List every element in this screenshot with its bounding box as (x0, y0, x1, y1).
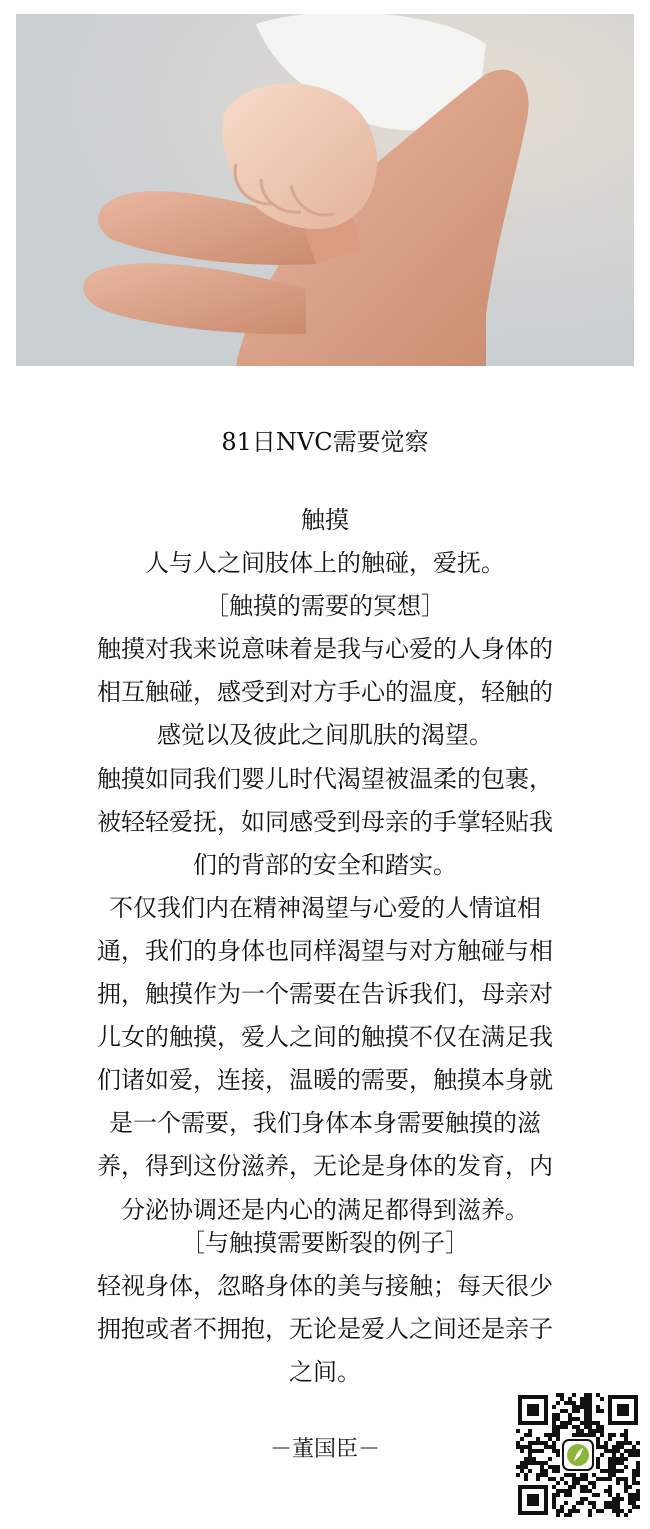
body-text-line: 被轻轻爱抚，如同感受到母亲的手掌轻贴我 (97, 807, 553, 836)
body-text-line: 分泌协调还是内心的满足都得到滋养。 (121, 1195, 529, 1224)
need-name: 触摸 (301, 506, 349, 534)
need-description-section (60, 499, 590, 1232)
body-text-line: 轻视身体，忽略身体的美与接触；每天很少 (97, 1272, 553, 1301)
body-text-line: 们诸如爱，连接，温暖的需要，触摸本身就 (97, 1066, 553, 1095)
body-text-line: 养，得到这份滋养，无论是身体的发育，内 (97, 1152, 553, 1181)
body-text-line: 不仅我们内在精神渴望与心爱的人情谊相 (109, 893, 541, 922)
body-text-line: 通，我们的身体也同样渴望与对方触碰与相 (97, 936, 553, 965)
body-text-line: 拥，触摸作为一个需要在告诉我们，母亲对 (97, 980, 553, 1009)
qr-code-icon (516, 1393, 640, 1517)
body-text-line: 们的背部的安全和踏实。 (193, 850, 457, 879)
qr-code-image (516, 1393, 640, 1517)
baby-hand-photo (16, 14, 634, 366)
body-text-line: 相互触碰，感受到对方手心的温度，轻触的 (97, 678, 553, 707)
need-definition: 人与人之间肢体上的触碰，爱抚。 (145, 549, 505, 578)
examples-heading: ［与触摸需要断裂的例子］ (181, 1229, 469, 1257)
page-title: 81日NVC需要觉察 (221, 428, 429, 456)
body-text-line: 触摸对我来说意味着是我与心爱的人身体的 (97, 635, 553, 664)
meditation-heading: ［触摸的需要的冥想］ (205, 592, 445, 621)
author-signature: －董国臣－ (269, 1437, 380, 1462)
body-text-line: 是一个需要，我们身体本身需要触摸的滋 (109, 1109, 541, 1138)
body-text-line: 儿女的触摸，爱人之间的触摸不仅在满足我 (97, 1023, 553, 1052)
body-text-line: 拥抱或者不拥抱，无论是爱人之间还是亲子 (97, 1315, 553, 1344)
body-text-line: 触摸如同我们婴儿时代渴望被温柔的包裹， (97, 764, 553, 793)
body-text-line: 之间。 (289, 1358, 361, 1387)
disconnection-examples-section (60, 1222, 590, 1394)
body-text-line: 感觉以及彼此之间肌肤的渴望。 (157, 721, 493, 750)
header-photo (16, 14, 634, 366)
